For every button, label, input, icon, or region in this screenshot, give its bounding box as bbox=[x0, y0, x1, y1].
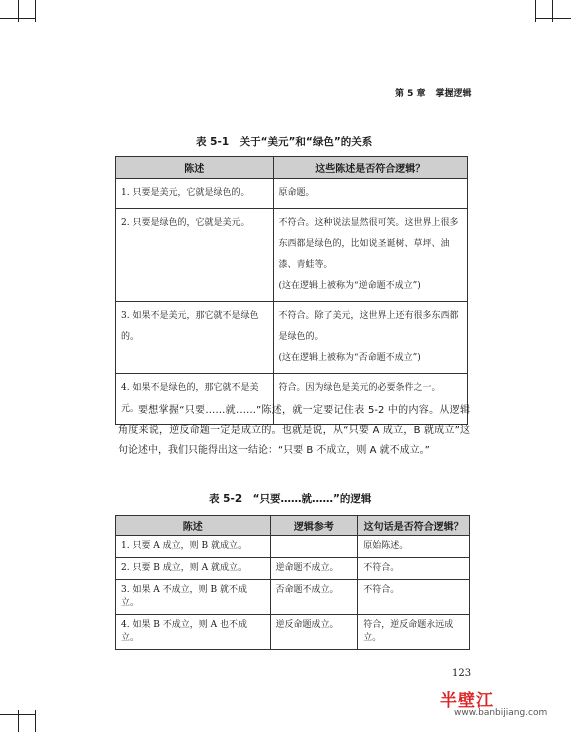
table2-cell: 3. 如果 A 不成立，则 B 就不成立。 bbox=[116, 580, 271, 615]
table-row bbox=[116, 615, 470, 650]
table2-cell bbox=[270, 536, 358, 558]
table1-cell: 4. 如果不是绿色的，那它就不是美元。 bbox=[116, 374, 274, 425]
table1-header-logic: 这些陈述是否符合逻辑？ bbox=[273, 157, 467, 179]
table-row bbox=[116, 209, 468, 302]
table2-header-reference: 逻辑参考 bbox=[270, 516, 358, 536]
table-row bbox=[116, 302, 468, 374]
table2-cell: 符合，逆反命题永远成立。 bbox=[358, 615, 470, 650]
table1-cell: 2. 只要是绿色的，它就是美元。 bbox=[116, 209, 274, 302]
table1-header-row bbox=[116, 157, 468, 179]
crop-mark-top-right bbox=[552, 0, 553, 22]
table2-cell: 不符合。 bbox=[358, 558, 470, 580]
table2-cell: 1. 只要 A 成立，则 B 就成立。 bbox=[116, 536, 271, 558]
table2-cell: 4. 如果 B 不成立，则 A 也不成立。 bbox=[116, 615, 271, 650]
watermark bbox=[440, 686, 548, 718]
table-row bbox=[116, 580, 470, 615]
table2-cell: 逆命题不成立。 bbox=[270, 558, 358, 580]
table1 bbox=[115, 156, 468, 425]
chapter-number: 第 5 章 bbox=[395, 89, 426, 99]
body-paragraph: 要想掌握“只要……就……”陈述，就一定要记住表 5-2 中的内容。从逻辑角度来说，逆反命题一定是成立的。也就是说，从“只要 A 成立，B 就成立”这句论述中，我们只能得出这一结论：“只要 B 不成立，则 A 就不成立。” bbox=[118, 405, 470, 456]
table2-header-row bbox=[116, 516, 470, 536]
table2-header-statement: 陈述 bbox=[116, 516, 271, 536]
watermark-brand: 半壁江 bbox=[440, 691, 494, 711]
table2-cell: 不符合。 bbox=[358, 580, 470, 615]
crop-mark-top-left bbox=[18, 0, 19, 22]
crop-mark-top-left bbox=[35, 0, 36, 22]
table2-caption: 表 5-2 “只要……就……”的逻辑 bbox=[209, 493, 372, 505]
page-number: 123 bbox=[452, 668, 472, 679]
table2-cell: 2. 只要 B 成立，则 A 就成立。 bbox=[116, 558, 271, 580]
running-header bbox=[395, 86, 545, 99]
table1-cell: 3. 如果不是美元，那它就不是绿色的。 bbox=[116, 302, 274, 374]
crop-mark-top-right bbox=[535, 0, 536, 22]
table1-cell: 不符合。除了美元，这世界上还有很多东西都是绿色的。 (这在逻辑上被称为“否命题不成立”) bbox=[273, 302, 467, 374]
table1-cell: 1. 只要是美元，它就是绿色的。 bbox=[116, 179, 274, 209]
table2-header-logic: 这句话是否符合逻辑？ bbox=[358, 516, 470, 536]
table2-cell: 原始陈述。 bbox=[358, 536, 470, 558]
watermark-url: www.banbijiang.com bbox=[454, 708, 548, 718]
table1-cell: 不符合。这种说法显然很可笑。这世界上很多东西都是绿色的，比如说圣诞树、草坪、油漆、青蛙等。 (这在逻辑上被称为“逆命题不成立”) bbox=[273, 209, 467, 302]
table-row bbox=[116, 179, 468, 209]
table1-caption: 表 5-1 关于“美元”和“绿色”的关系 bbox=[196, 136, 373, 148]
table-row bbox=[116, 558, 470, 580]
table2-cell: 否命题不成立。 bbox=[270, 580, 358, 615]
table1-cell: 符合。因为绿色是美元的必要条件之一。 bbox=[273, 374, 467, 425]
table1-cell: 原命题。 bbox=[273, 179, 467, 209]
table-row bbox=[116, 536, 470, 558]
table2 bbox=[115, 515, 470, 650]
table1-header-statement: 陈述 bbox=[116, 157, 274, 179]
crop-mark-bottom-left bbox=[35, 710, 36, 732]
table2-cell: 逆反命题成立。 bbox=[270, 615, 358, 650]
chapter-title: 掌握逻辑 bbox=[435, 89, 472, 99]
crop-mark-bottom-left bbox=[18, 710, 19, 732]
crop-mark-top-right bbox=[535, 18, 571, 19]
